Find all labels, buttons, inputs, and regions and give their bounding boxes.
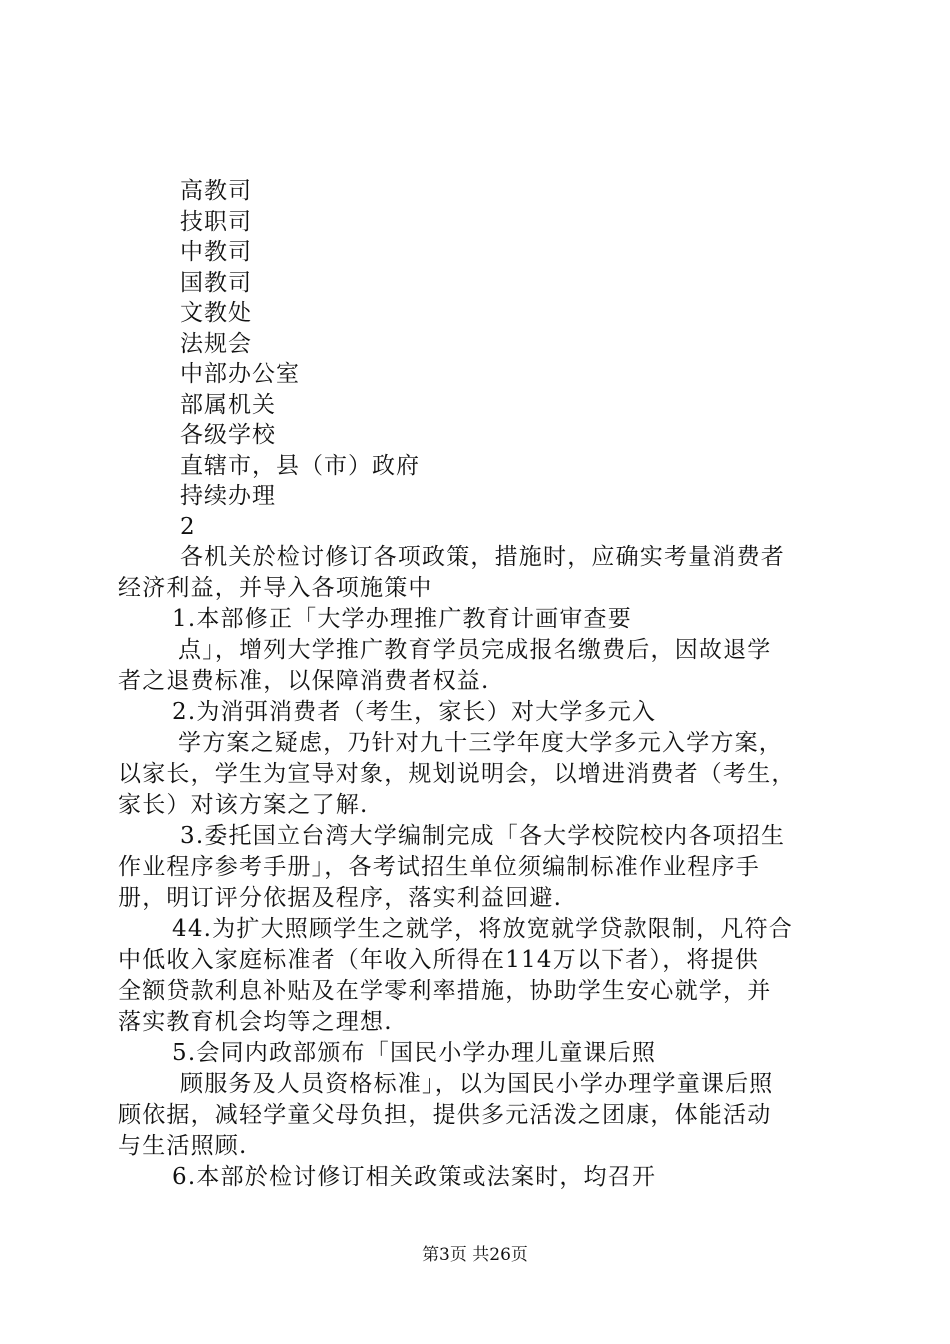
paragraph-line: 全额贷款利息补贴及在学零利率措施，协助学生安心就学，并: [118, 978, 772, 1004]
paragraph-line: 以家长，学生为宣导对象，规划说明会，以增进消费者（考生，: [118, 761, 796, 787]
page-footer: 第3页 共26页: [422, 1245, 528, 1265]
agency-item: 各级学校: [180, 422, 276, 448]
agency-item: 部属机关: [180, 391, 276, 418]
intro-line: 各机关於检讨修订各项政策，措施时，应确实考量消费者: [180, 544, 785, 570]
agency-item: 高教司: [180, 178, 252, 204]
paragraph-line: 1.本部修正「大学办理推广教育计画审查要: [172, 606, 632, 632]
paragraph-line: 落实教育机会均等之理想.: [118, 1009, 393, 1035]
paragraph-line: 与生活照顾.: [118, 1133, 248, 1159]
agency-item: 国教司: [180, 269, 252, 296]
paragraph-line: 6.本部於检讨修订相关政策或法案时，均召开: [172, 1164, 657, 1190]
paragraph-line: 顾依据，减轻学童父母负担，提供多元活泼之团康，体能活动: [118, 1102, 772, 1128]
agency-item: 技职司: [180, 208, 252, 235]
agency-item: 中部办公室: [180, 361, 300, 387]
paragraph-line: 3.委托国立台湾大学编制完成「各大学校院校内各项招生: [180, 823, 786, 849]
paragraph-line: 2.为消弭消费者（考生，家长）对大学多元入: [172, 699, 657, 725]
agency-item: 法规会: [180, 330, 252, 357]
agency-item: 持续办理: [180, 483, 276, 509]
intro-line: 经济利益，并导入各项施策中: [118, 575, 433, 601]
paragraph-line: 5.会同内政部颁布「国民小学办理儿童课后照: [172, 1040, 657, 1066]
agency-item: 中教司: [180, 239, 252, 265]
paragraph-line: 家长）对该方案之了解.: [118, 792, 369, 818]
paragraph-line: 顾服务及人员资格标准」，以为国民小学办理学童课后照: [180, 1071, 774, 1097]
agency-item: 直辖市，县（市）政府: [180, 452, 420, 479]
paragraph-line: 者之退费标准，以保障消费者权益.: [118, 668, 490, 694]
body-text: [118, 542, 838, 1193]
paragraph-line: 学方案之疑虑，乃针对九十三学年度大学多元入学方案，: [178, 730, 783, 756]
paragraph-line: 中低收入家庭标准者（年收入所得在114万以下者），将提供: [118, 947, 759, 973]
agency-list: [180, 176, 420, 512]
paragraph-line: 作业程序参考手册」，各考试招生单位须编制标准作业程序手: [118, 854, 760, 880]
agency-item: 文教处: [180, 300, 252, 326]
paragraph-line: 点」，增列大学推广教育学员完成报名缴费后，因故退学: [178, 637, 772, 663]
paragraph-line: 册，明订评分依据及程序，落实利益回避.: [118, 885, 563, 911]
paragraph-line: 44.为扩大照顾学生之就学，将放宽就学贷款限制，凡符合: [172, 916, 793, 942]
item-number: 2: [180, 514, 195, 540]
